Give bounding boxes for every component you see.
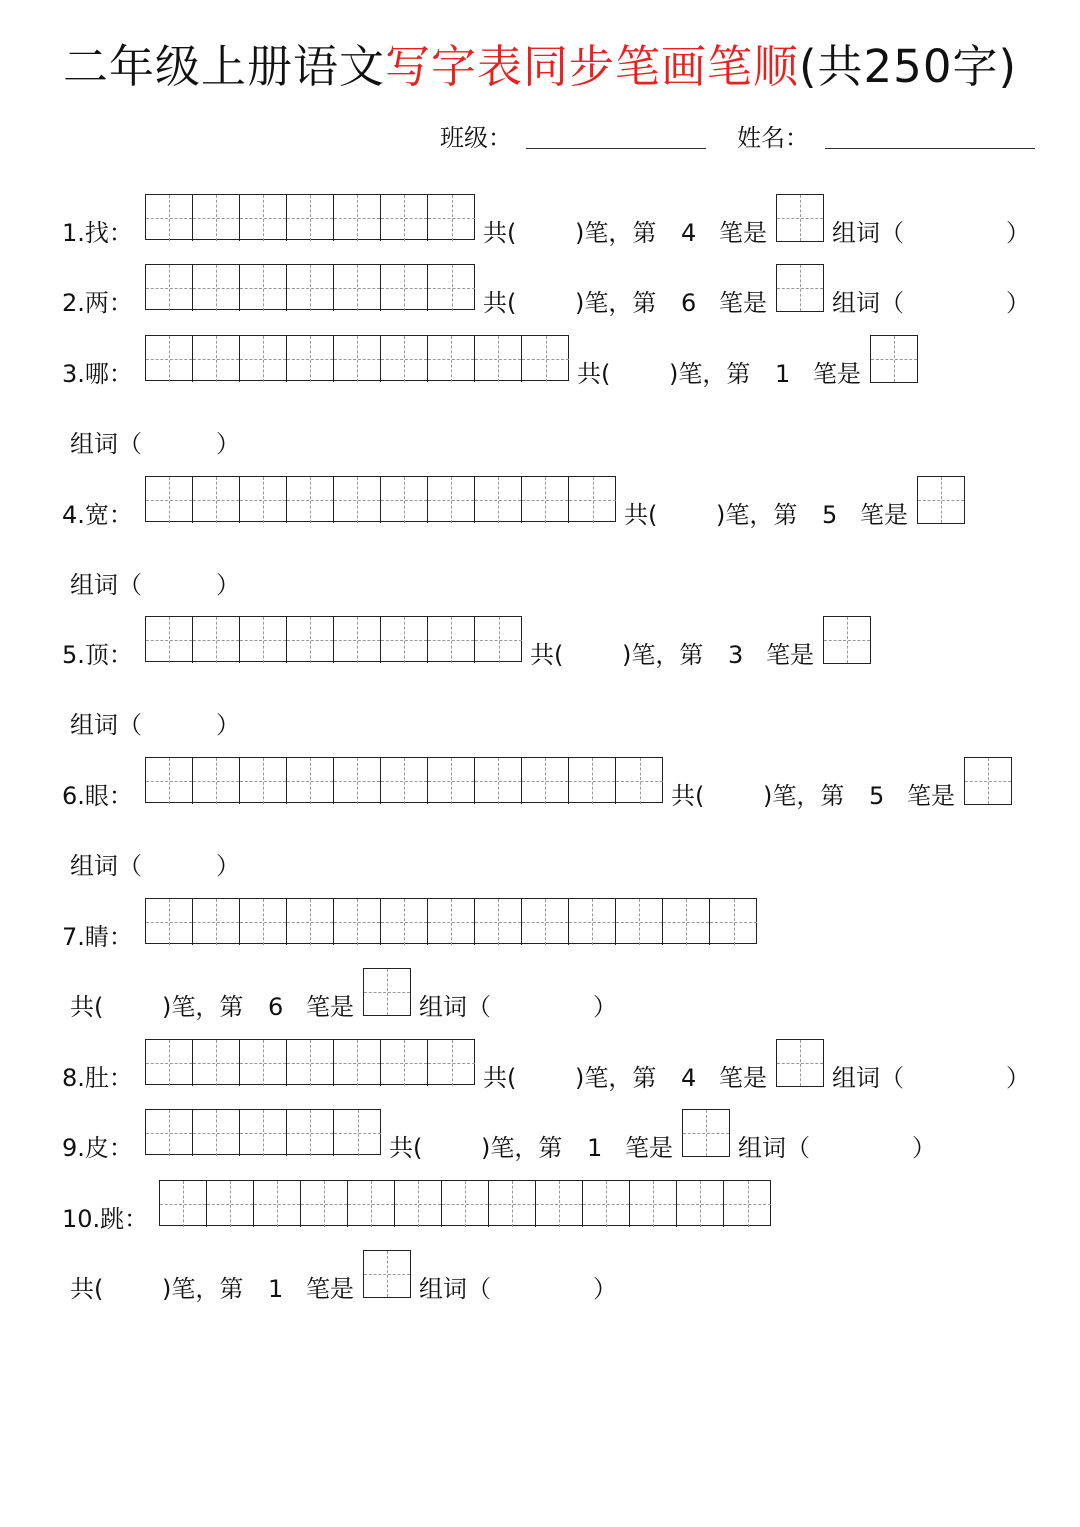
- stroke-cell[interactable]: [522, 758, 569, 804]
- stroke-cell[interactable]: [240, 617, 287, 663]
- stroke-cell[interactable]: [381, 899, 428, 945]
- total-open-label: 共(: [483, 289, 517, 317]
- nth-stroke-number: 4: [681, 1064, 697, 1092]
- stroke-cell[interactable]: [146, 899, 193, 945]
- stroke-cell[interactable]: [240, 1040, 287, 1086]
- stroke-cell[interactable]: [428, 758, 475, 804]
- stroke-order-grid[interactable]: [145, 476, 616, 522]
- zuci-label: 组词（: [419, 993, 491, 1021]
- stroke-cell[interactable]: [522, 477, 569, 523]
- total-close-label: )笔，第: [669, 360, 751, 388]
- stroke-is-label: 笔是: [719, 1064, 767, 1092]
- stroke-cell[interactable]: [583, 1181, 630, 1227]
- answer-stroke-box[interactable]: [917, 476, 965, 524]
- zuci-close-paren: ）: [593, 1275, 617, 1303]
- stroke-order-grid[interactable]: [145, 1039, 475, 1085]
- stroke-cell[interactable]: [254, 1181, 301, 1227]
- zuci-input[interactable]: [154, 843, 206, 887]
- item-label: 7.睛：: [62, 923, 133, 951]
- stroke-is-label: 笔是: [719, 289, 767, 317]
- stroke-is-label: 笔是: [860, 501, 908, 529]
- stroke-cell[interactable]: [428, 195, 475, 241]
- stroke-is-label: 笔是: [306, 993, 354, 1021]
- stroke-cell[interactable]: [381, 1040, 428, 1086]
- total-close-label: )笔，第: [622, 641, 704, 669]
- stroke-is-label: 笔是: [813, 360, 861, 388]
- stroke-cell[interactable]: [287, 1040, 334, 1086]
- stroke-cell[interactable]: [475, 477, 522, 523]
- stroke-cell[interactable]: [663, 899, 710, 945]
- stroke-cell[interactable]: [240, 265, 287, 311]
- answer-stroke-box[interactable]: [776, 194, 824, 242]
- stroke-cell[interactable]: [193, 477, 240, 523]
- stroke-cell[interactable]: [287, 477, 334, 523]
- stroke-cell[interactable]: [146, 477, 193, 523]
- zuci-close-paren: ）: [1006, 219, 1030, 247]
- stroke-cell[interactable]: [381, 477, 428, 523]
- zuci-label: 组词（: [70, 571, 142, 599]
- stroke-order-grid[interactable]: [145, 898, 757, 944]
- zuci-label: 组词（: [832, 289, 904, 317]
- stroke-cell[interactable]: [240, 336, 287, 382]
- stroke-cell[interactable]: [146, 617, 193, 663]
- stroke-cell[interactable]: [146, 336, 193, 382]
- answer-stroke-box[interactable]: [363, 968, 411, 1016]
- stroke-cell[interactable]: [334, 1110, 381, 1156]
- stroke-cell[interactable]: [193, 1040, 240, 1086]
- stroke-cell[interactable]: [240, 477, 287, 523]
- stroke-cell[interactable]: [193, 899, 240, 945]
- nth-stroke-number: 1: [587, 1134, 603, 1162]
- stroke-cell[interactable]: [348, 1181, 395, 1227]
- stroke-cell[interactable]: [475, 617, 522, 663]
- stroke-cell[interactable]: [334, 899, 381, 945]
- total-close-label: )笔，第: [763, 782, 845, 810]
- stroke-cell[interactable]: [381, 758, 428, 804]
- stroke-cell[interactable]: [395, 1181, 442, 1227]
- nth-stroke-number: 5: [822, 501, 838, 529]
- zuci-input[interactable]: [154, 421, 206, 465]
- zuci-input[interactable]: [154, 562, 206, 606]
- total-open-label: 共(: [483, 219, 517, 247]
- zuci-close-paren: ）: [1006, 1064, 1030, 1092]
- stroke-cell[interactable]: [334, 477, 381, 523]
- answer-stroke-box[interactable]: [870, 335, 918, 383]
- stroke-cell[interactable]: [334, 617, 381, 663]
- stroke-order-grid[interactable]: [145, 264, 475, 310]
- stroke-cell[interactable]: [287, 899, 334, 945]
- stroke-cell[interactable]: [207, 1181, 254, 1227]
- stroke-cell[interactable]: [301, 1181, 348, 1227]
- total-close-label: )笔，第: [575, 1064, 657, 1092]
- nth-stroke-number: 5: [869, 782, 885, 810]
- stroke-cell[interactable]: [334, 1040, 381, 1086]
- stroke-cell[interactable]: [334, 336, 381, 382]
- item-label: 9.皮：: [62, 1134, 133, 1162]
- stroke-is-label: 笔是: [907, 782, 955, 810]
- stroke-order-grid[interactable]: [145, 616, 522, 662]
- stroke-is-label: 笔是: [625, 1134, 673, 1162]
- stroke-cell[interactable]: [381, 195, 428, 241]
- zuci-label: 组词（: [738, 1134, 810, 1162]
- zuci-input[interactable]: [916, 280, 996, 324]
- stroke-cell[interactable]: [428, 617, 475, 663]
- answer-stroke-box[interactable]: [823, 616, 871, 664]
- stroke-cell[interactable]: [240, 899, 287, 945]
- stroke-cell[interactable]: [193, 617, 240, 663]
- item-label: 6.眼：: [62, 782, 133, 810]
- total-open-label: 共(: [483, 1064, 517, 1092]
- zuci-close-paren: ）: [216, 430, 240, 458]
- item-label: 2.两：: [62, 289, 133, 317]
- stroke-cell[interactable]: [569, 899, 616, 945]
- item-label: 8.肚：: [62, 1064, 133, 1092]
- stroke-cell[interactable]: [160, 1181, 207, 1227]
- zuci-input[interactable]: [822, 1125, 902, 1169]
- total-close-label: )笔，第: [162, 993, 244, 1021]
- stroke-cell[interactable]: [569, 477, 616, 523]
- answer-stroke-box[interactable]: [776, 1039, 824, 1087]
- title-part-3: (共250字): [799, 40, 1018, 93]
- total-open-label: 共(: [624, 501, 658, 529]
- total-open-label: 共(: [70, 1275, 104, 1303]
- zuci-label: 组词（: [70, 852, 142, 880]
- stroke-cell[interactable]: [475, 336, 522, 382]
- stroke-cell[interactable]: [428, 899, 475, 945]
- stroke-cell[interactable]: [442, 1181, 489, 1227]
- stroke-cell[interactable]: [616, 758, 663, 804]
- stroke-cell[interactable]: [240, 758, 287, 804]
- zuci-label: 组词（: [832, 219, 904, 247]
- item-label: 10.跳：: [62, 1205, 149, 1233]
- zuci-label: 组词（: [419, 1275, 491, 1303]
- stroke-cell[interactable]: [428, 265, 475, 311]
- stroke-cell[interactable]: [193, 336, 240, 382]
- stroke-cell[interactable]: [146, 758, 193, 804]
- stroke-is-label: 笔是: [766, 641, 814, 669]
- stroke-cell[interactable]: [522, 899, 569, 945]
- zuci-close-paren: ）: [1006, 289, 1030, 317]
- stroke-cell[interactable]: [475, 899, 522, 945]
- total-open-label: 共(: [577, 360, 611, 388]
- stroke-cell[interactable]: [287, 1110, 334, 1156]
- stroke-cell[interactable]: [428, 477, 475, 523]
- stroke-cell[interactable]: [334, 265, 381, 311]
- stroke-cell[interactable]: [710, 899, 757, 945]
- stroke-cell[interactable]: [146, 1040, 193, 1086]
- nth-stroke-number: 6: [681, 289, 697, 317]
- stroke-cell[interactable]: [630, 1181, 677, 1227]
- total-close-label: )笔，第: [575, 219, 657, 247]
- item-label: 1.找：: [62, 219, 133, 247]
- stroke-cell[interactable]: [193, 1110, 240, 1156]
- stroke-order-grid[interactable]: [159, 1180, 771, 1226]
- stroke-cell[interactable]: [381, 336, 428, 382]
- stroke-cell[interactable]: [334, 758, 381, 804]
- stroke-cell[interactable]: [240, 195, 287, 241]
- stroke-cell[interactable]: [536, 1181, 583, 1227]
- item-label: 4.宽：: [62, 501, 133, 529]
- stroke-cell[interactable]: [146, 1110, 193, 1156]
- title-part-1: 二年级上册语文: [62, 40, 385, 93]
- stroke-cell[interactable]: [287, 617, 334, 663]
- stroke-cell[interactable]: [240, 1110, 287, 1156]
- zuci-input[interactable]: [916, 1055, 996, 1099]
- nth-stroke-number: 1: [775, 360, 791, 388]
- total-open-label: 共(: [70, 993, 104, 1021]
- title-part-2: 写字表同步笔画笔顺: [384, 40, 799, 93]
- stroke-cell[interactable]: [522, 336, 569, 382]
- stroke-cell[interactable]: [475, 758, 522, 804]
- stroke-cell[interactable]: [428, 1040, 475, 1086]
- class-label: 班级：: [440, 124, 512, 152]
- total-open-label: 共(: [671, 782, 705, 810]
- zuci-close-paren: ）: [216, 852, 240, 880]
- total-close-label: )笔，第: [575, 289, 657, 317]
- stroke-cell[interactable]: [193, 758, 240, 804]
- item-label: 3.哪：: [62, 360, 133, 388]
- answer-stroke-box[interactable]: [776, 264, 824, 312]
- answer-stroke-box[interactable]: [363, 1250, 411, 1298]
- stroke-cell[interactable]: [287, 195, 334, 241]
- nth-stroke-number: 6: [268, 993, 284, 1021]
- stroke-cell[interactable]: [287, 265, 334, 311]
- zuci-input[interactable]: [154, 702, 206, 746]
- stroke-cell[interactable]: [428, 336, 475, 382]
- zuci-close-paren: ）: [216, 711, 240, 739]
- stroke-cell[interactable]: [381, 617, 428, 663]
- stroke-cell[interactable]: [146, 195, 193, 241]
- page-title: [0, 30, 1080, 95]
- nth-stroke-number: 4: [681, 219, 697, 247]
- name-field[interactable]: [825, 148, 1035, 149]
- total-close-label: )笔，第: [481, 1134, 563, 1162]
- zuci-close-paren: ）: [216, 571, 240, 599]
- zuci-label: 组词（: [70, 430, 142, 458]
- stroke-cell[interactable]: [334, 195, 381, 241]
- stroke-cell[interactable]: [677, 1181, 724, 1227]
- answer-stroke-box[interactable]: [682, 1109, 730, 1157]
- stroke-is-label: 笔是: [719, 219, 767, 247]
- zuci-close-paren: ）: [912, 1134, 936, 1162]
- zuci-input[interactable]: [503, 984, 583, 1028]
- zuci-label: 组词（: [70, 711, 142, 739]
- name-label: 姓名：: [737, 124, 809, 152]
- total-close-label: )笔，第: [162, 1275, 244, 1303]
- stroke-cell[interactable]: [724, 1181, 771, 1227]
- stroke-order-grid[interactable]: [145, 194, 475, 240]
- stroke-order-grid[interactable]: [145, 1109, 381, 1155]
- total-open-label: 共(: [389, 1134, 423, 1162]
- stroke-cell[interactable]: [193, 195, 240, 241]
- total-close-label: )笔，第: [716, 501, 798, 529]
- stroke-cell[interactable]: [489, 1181, 536, 1227]
- class-field[interactable]: [526, 148, 706, 149]
- zuci-input[interactable]: [916, 210, 996, 254]
- nth-stroke-number: 1: [268, 1275, 284, 1303]
- stroke-cell[interactable]: [287, 336, 334, 382]
- nth-stroke-number: 3: [728, 641, 744, 669]
- answer-stroke-box[interactable]: [964, 757, 1012, 805]
- stroke-order-grid[interactable]: [145, 757, 663, 803]
- stroke-cell[interactable]: [569, 758, 616, 804]
- stroke-order-grid[interactable]: [145, 335, 569, 381]
- stroke-is-label: 笔是: [306, 1275, 354, 1303]
- stroke-cell[interactable]: [287, 758, 334, 804]
- zuci-close-paren: ）: [593, 993, 617, 1021]
- stroke-cell[interactable]: [616, 899, 663, 945]
- zuci-input[interactable]: [503, 1266, 583, 1310]
- stroke-cell[interactable]: [381, 265, 428, 311]
- stroke-cell[interactable]: [193, 265, 240, 311]
- zuci-label: 组词（: [832, 1064, 904, 1092]
- item-label: 5.顶：: [62, 641, 133, 669]
- total-open-label: 共(: [530, 641, 564, 669]
- stroke-cell[interactable]: [146, 265, 193, 311]
